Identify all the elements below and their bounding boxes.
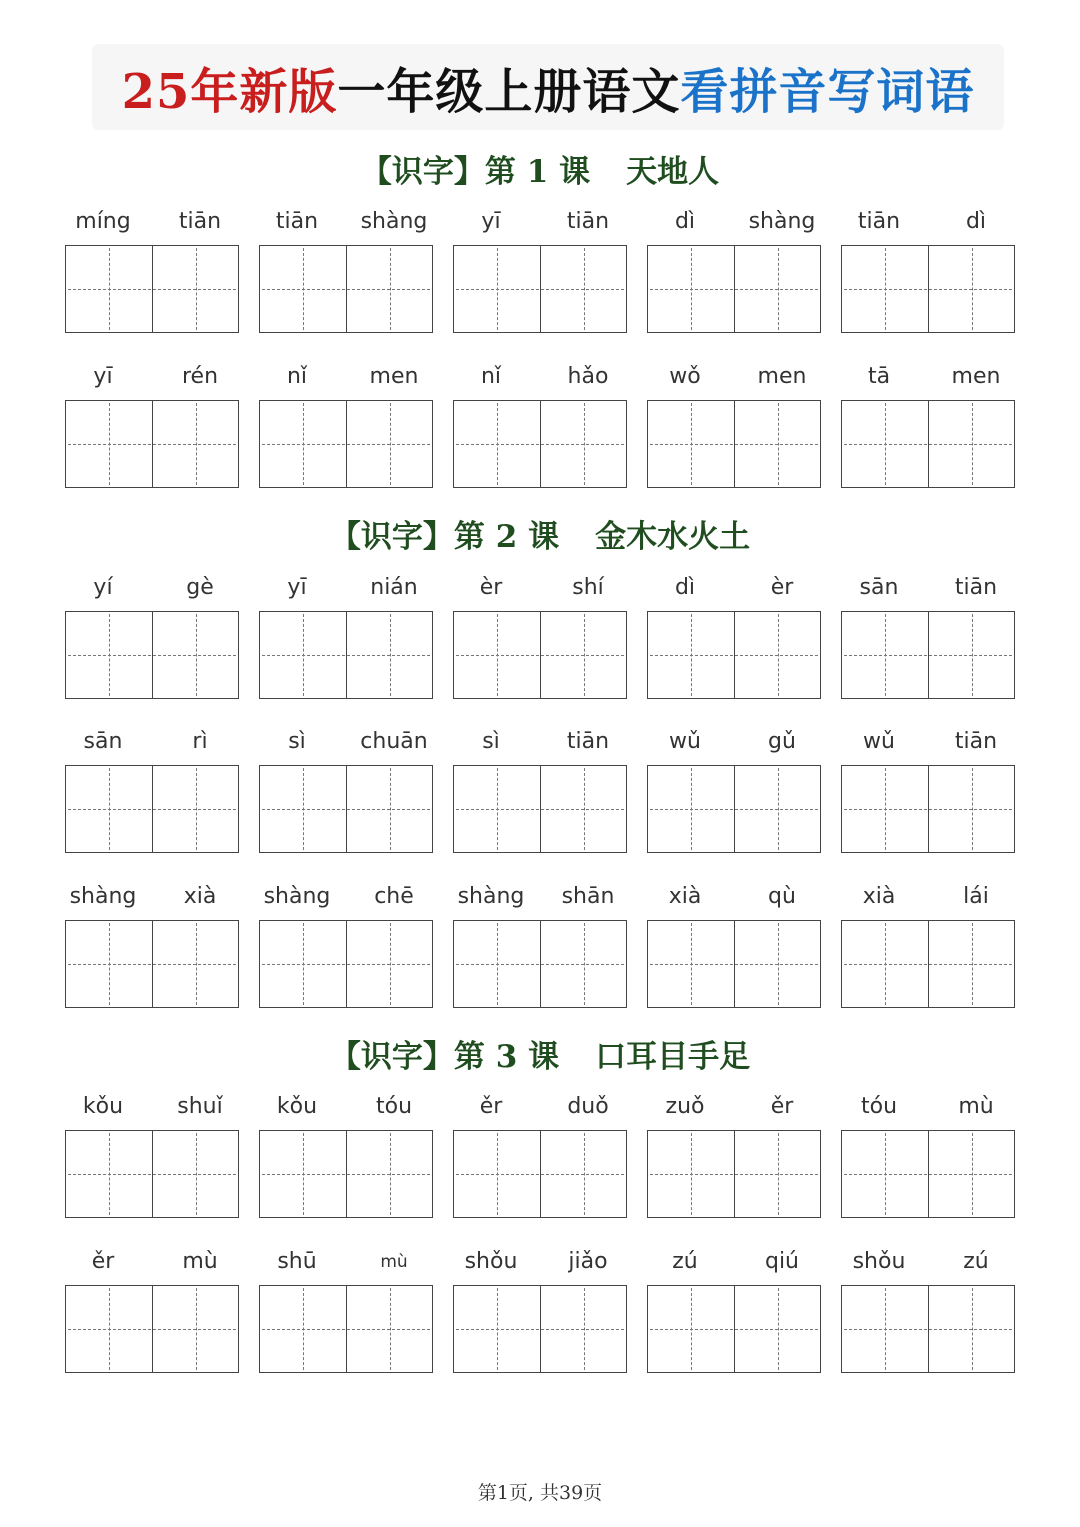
pinyin-syllable: ěr — [91, 1249, 115, 1274]
pinyin-syllable: shàng — [748, 209, 816, 234]
pinyin-syllable: èr — [479, 575, 503, 600]
writing-box-row — [0, 1130, 1080, 1220]
pinyin-syllable: zú — [963, 1249, 989, 1274]
pinyin-syllable: chē — [374, 884, 414, 909]
pinyin-syllable: mù — [958, 1094, 994, 1119]
tianzige-writing-box[interactable] — [841, 920, 1015, 1008]
tianzige-writing-box[interactable] — [453, 245, 627, 333]
pinyin-syllable: men — [951, 364, 1001, 389]
writing-box-row — [0, 1285, 1080, 1375]
pinyin-syllable: tiān — [857, 209, 901, 234]
pinyin-row — [0, 881, 1080, 913]
tianzige-writing-box[interactable] — [65, 1285, 239, 1373]
pinyin-row — [0, 726, 1080, 758]
pinyin-syllable: shǒu — [464, 1249, 518, 1274]
tianzige-writing-box[interactable] — [453, 765, 627, 853]
tianzige-writing-box[interactable] — [647, 1130, 821, 1218]
pinyin-syllable: mù — [380, 1252, 408, 1272]
pinyin-syllable: míng — [75, 209, 131, 234]
tianzige-writing-box[interactable] — [65, 245, 239, 333]
tianzige-writing-box[interactable] — [453, 1130, 627, 1218]
pinyin-row — [0, 1091, 1080, 1123]
page-title — [92, 44, 1004, 130]
tianzige-writing-box[interactable] — [647, 920, 821, 1008]
pinyin-syllable: tiān — [954, 575, 998, 600]
pinyin-syllable: shàng — [457, 884, 525, 909]
pinyin-syllable: kǒu — [82, 1094, 124, 1119]
pinyin-syllable: gǔ — [768, 729, 796, 754]
lesson-number: 【识字】第 3 课 — [329, 1038, 560, 1075]
pinyin-syllable: yī — [481, 209, 501, 234]
writing-box-row — [0, 245, 1080, 335]
tianzige-writing-box[interactable] — [259, 1285, 433, 1373]
lesson-header — [0, 1031, 1080, 1075]
writing-box-row — [0, 400, 1080, 490]
tianzige-writing-box[interactable] — [647, 611, 821, 699]
lesson-number: 【识字】第 2 课 — [329, 518, 560, 555]
tianzige-writing-box[interactable] — [259, 920, 433, 1008]
lesson-header — [0, 511, 1080, 555]
tianzige-writing-box[interactable] — [841, 611, 1015, 699]
pinyin-syllable: chuān — [360, 729, 428, 754]
lesson-header — [0, 146, 1080, 190]
pinyin-syllable: sān — [83, 729, 123, 754]
writing-box-row — [0, 920, 1080, 1010]
tianzige-writing-box[interactable] — [65, 765, 239, 853]
tianzige-writing-box[interactable] — [647, 400, 821, 488]
pinyin-syllable: tā — [867, 364, 891, 389]
pinyin-syllable: shàng — [263, 884, 331, 909]
pinyin-syllable: dì — [965, 209, 987, 234]
tianzige-writing-box[interactable] — [259, 245, 433, 333]
pinyin-syllable: zú — [672, 1249, 698, 1274]
tianzige-writing-box[interactable] — [453, 920, 627, 1008]
pinyin-row — [0, 1246, 1080, 1278]
pinyin-syllable: sì — [482, 729, 500, 754]
tianzige-writing-box[interactable] — [453, 400, 627, 488]
pinyin-syllable: wǔ — [669, 729, 701, 754]
pinyin-syllable: sì — [288, 729, 306, 754]
tianzige-writing-box[interactable] — [259, 611, 433, 699]
pinyin-syllable: duǒ — [567, 1094, 609, 1119]
tianzige-writing-box[interactable] — [65, 1130, 239, 1218]
tianzige-writing-box[interactable] — [259, 765, 433, 853]
lesson-title: 天地人 — [626, 153, 720, 190]
title-part-blue: 看拼音写词语 — [680, 63, 975, 120]
pinyin-syllable: shàng — [69, 884, 137, 909]
writing-box-row — [0, 765, 1080, 855]
tianzige-writing-box[interactable] — [841, 1285, 1015, 1373]
pinyin-row — [0, 361, 1080, 393]
pinyin-syllable: xià — [183, 884, 217, 909]
pinyin-syllable: zuǒ — [665, 1094, 705, 1119]
pinyin-syllable: wǒ — [669, 364, 701, 389]
page-footer: 第1页, 共39页 — [477, 1482, 603, 1504]
pinyin-row — [0, 572, 1080, 604]
pinyin-syllable: yī — [287, 575, 307, 600]
pinyin-syllable: dì — [674, 575, 696, 600]
pinyin-syllable: men — [369, 364, 419, 389]
pinyin-syllable: ěr — [770, 1094, 794, 1119]
pinyin-syllable: sān — [859, 575, 899, 600]
tianzige-writing-box[interactable] — [65, 920, 239, 1008]
tianzige-writing-box[interactable] — [647, 765, 821, 853]
lesson-title: 口耳目手足 — [595, 1038, 751, 1075]
pinyin-syllable: shǒu — [852, 1249, 906, 1274]
pinyin-syllable: dì — [674, 209, 696, 234]
pinyin-syllable: qiú — [764, 1249, 800, 1274]
tianzige-writing-box[interactable] — [841, 1130, 1015, 1218]
pinyin-syllable: shàng — [360, 209, 428, 234]
pinyin-syllable: èr — [770, 575, 794, 600]
pinyin-syllable: rì — [192, 729, 208, 754]
pinyin-syllable: xià — [668, 884, 702, 909]
tianzige-writing-box[interactable] — [647, 245, 821, 333]
tianzige-writing-box[interactable] — [453, 611, 627, 699]
title-part-black: 一年级上册语文 — [337, 63, 681, 120]
pinyin-syllable: rén — [181, 364, 219, 389]
pinyin-syllable: shān — [561, 884, 615, 909]
pinyin-syllable: nián — [370, 575, 418, 600]
pinyin-syllable: qù — [768, 884, 796, 909]
pinyin-syllable: jiǎo — [568, 1249, 608, 1274]
tianzige-writing-box[interactable] — [453, 1285, 627, 1373]
tianzige-writing-box[interactable] — [259, 400, 433, 488]
pinyin-syllable: hǎo — [567, 364, 609, 389]
pinyin-row — [0, 206, 1080, 238]
pinyin-syllable: ěr — [479, 1094, 503, 1119]
tianzige-writing-box[interactable] — [841, 400, 1015, 488]
pinyin-syllable: shū — [277, 1249, 317, 1274]
pinyin-syllable: tóu — [375, 1094, 413, 1119]
tianzige-writing-box[interactable] — [259, 1130, 433, 1218]
pinyin-syllable: tóu — [860, 1094, 898, 1119]
pinyin-syllable: lái — [963, 884, 989, 909]
pinyin-syllable: mù — [182, 1249, 218, 1274]
pinyin-syllable: yī — [93, 364, 113, 389]
pinyin-syllable: yí — [93, 575, 113, 600]
pinyin-syllable: tiān — [566, 209, 610, 234]
pinyin-syllable: tiān — [954, 729, 998, 754]
pinyin-syllable: tiān — [566, 729, 610, 754]
pinyin-syllable: tiān — [275, 209, 319, 234]
writing-box-row — [0, 611, 1080, 701]
pinyin-syllable: wǔ — [863, 729, 895, 754]
lesson-number: 【识字】第 1 课 — [360, 153, 591, 190]
pinyin-syllable: nǐ — [480, 364, 502, 389]
pinyin-syllable: nǐ — [286, 364, 308, 389]
tianzige-writing-box[interactable] — [841, 245, 1015, 333]
pinyin-syllable: men — [757, 364, 807, 389]
tianzige-writing-box[interactable] — [65, 611, 239, 699]
pinyin-syllable: shí — [572, 575, 604, 600]
title-part-red: 25年新版 — [121, 63, 338, 120]
tianzige-writing-box[interactable] — [65, 400, 239, 488]
tianzige-writing-box[interactable] — [841, 765, 1015, 853]
pinyin-syllable: shuǐ — [177, 1094, 223, 1119]
pinyin-syllable: tiān — [178, 209, 222, 234]
lesson-title: 金木水火土 — [595, 518, 751, 555]
pinyin-syllable: xià — [862, 884, 896, 909]
pinyin-syllable: kǒu — [276, 1094, 318, 1119]
pinyin-syllable: gè — [186, 575, 214, 600]
tianzige-writing-box[interactable] — [647, 1285, 821, 1373]
